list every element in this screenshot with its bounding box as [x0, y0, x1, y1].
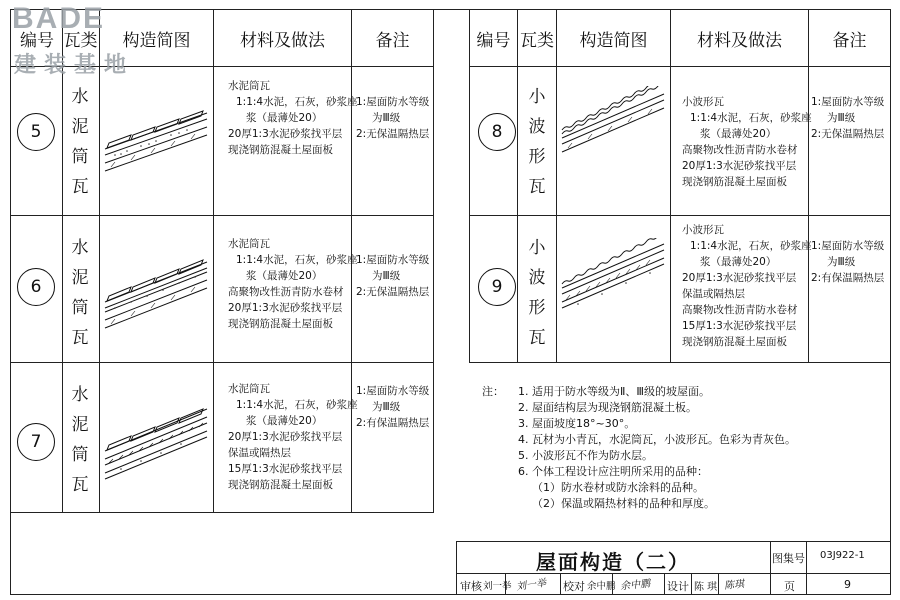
type-char: 瓦	[71, 177, 89, 197]
checker-name: 余中鹏	[587, 581, 616, 592]
roof-type-label	[68, 380, 92, 500]
type-char: 泥	[71, 415, 89, 435]
section-diagram	[101, 105, 211, 175]
roof-type-label	[68, 82, 92, 202]
design-label: 设计	[667, 580, 689, 593]
row-number-circle: 6	[17, 268, 55, 306]
row-number-circle: 5	[17, 113, 55, 151]
row-number-circle: 9	[478, 268, 516, 306]
atlas-label: 图集号	[772, 552, 805, 565]
type-char: 瓦	[528, 328, 546, 348]
type-char	[68, 82, 92, 202]
remarks-list: 1:屋面防水等级 为Ⅲ级 2:有保温隔热层	[811, 240, 885, 284]
materials-list: 水泥筒瓦 1:1:4水泥，石灰，砂浆座 浆（最薄处20） 高聚物改性沥青防水卷材 20厚1:3水泥砂浆找平层 现浇钢筋混凝土屋面板	[228, 238, 358, 330]
right-header-materials: 材料及做法	[697, 31, 782, 51]
type-char: 形	[528, 298, 546, 318]
right-header-num: 编号	[476, 31, 511, 51]
type-char: 瓦	[71, 475, 89, 495]
type-char: 筒	[71, 147, 89, 167]
designer-signature: 陈琪	[723, 578, 745, 593]
reviewer-name: 刘一举	[483, 581, 512, 592]
watermark-subtitle: 建装基地	[14, 53, 135, 78]
type-char: 波	[528, 117, 546, 137]
section-diagram	[558, 238, 668, 312]
section-diagram	[101, 403, 211, 481]
left-header-remarks: 备注	[375, 31, 410, 51]
materials-list: 小波形瓦 1:1:4水泥，石灰，砂浆座 浆（最薄处20） 20厚1:3水泥砂浆找平层 保温或隔热层 高聚物改性沥青防水卷材 15厚1:3水泥砂浆找平层 现浇钢筋混凝土屋面板	[682, 224, 812, 348]
right-header-type: 瓦类	[520, 31, 554, 51]
type-char: 波	[528, 268, 546, 288]
type-char: 水	[71, 385, 89, 405]
notes-label: 注：	[482, 385, 504, 398]
designer-name: 陈 琪	[694, 582, 718, 593]
left-header-materials: 材料及做法	[240, 31, 325, 51]
type-char: 水	[71, 238, 89, 258]
reviewer-signature: 刘一举	[515, 577, 547, 594]
section-diagram	[101, 256, 211, 330]
right-header-remarks: 备注	[832, 31, 867, 51]
type-char: 小	[528, 87, 546, 107]
page-number: 9	[844, 578, 851, 591]
type-char: 瓦	[528, 177, 546, 197]
left-header-diagram: 构造简图	[122, 31, 191, 51]
left-header-num: 编号	[20, 31, 54, 51]
materials-list: 小波形瓦 1:1:4水泥，石灰，砂浆座 浆（最薄处20） 高聚物改性沥青防水卷材 20厚1:3水泥砂浆找平层 现浇钢筋混凝土屋面板	[682, 96, 812, 188]
roof-type-label	[525, 233, 549, 353]
type-char: 小	[528, 238, 546, 258]
atlas-number: 03J922-1	[820, 550, 865, 561]
type-char: 瓦	[71, 328, 89, 348]
type-char: 筒	[71, 445, 89, 465]
drawing-title: 屋面构造（二）	[536, 550, 690, 574]
remarks-list: 1:屋面防水等级 为Ⅲ级 2:有保温隔热层	[356, 385, 430, 429]
remarks-list: 1:屋面防水等级 为Ⅲ级 2:无保温隔热层	[356, 96, 430, 140]
roof-type-label	[68, 233, 92, 353]
materials-list: 水泥筒瓦 1:1:4水泥，石灰，砂浆座 浆（最薄处20） 20厚1:3水泥砂浆找平层 保温或隔热层 15厚1:3水泥砂浆找平层 现浇钢筋混凝土屋面板	[228, 383, 358, 491]
left-header-type: 瓦类	[63, 31, 98, 51]
right-header-diagram: 构造简图	[579, 31, 648, 51]
type-char: 泥	[71, 268, 89, 288]
section-diagram	[558, 86, 668, 158]
type-char: 形	[528, 147, 546, 167]
materials-list: 水泥筒瓦 1:1:4水泥，石灰，砂浆座 浆（最薄处20） 20厚1:3水泥砂浆找平层 现浇钢筋混凝土屋面板	[228, 80, 358, 156]
row-number-circle: 7	[17, 423, 55, 461]
check-label: 校对	[563, 580, 585, 593]
watermark-logo: BADE	[12, 2, 106, 35]
page-label: 页	[784, 580, 795, 593]
remarks-list: 1:屋面防水等级 为Ⅲ级 2:无保温隔热层	[356, 254, 430, 298]
notes-list: 1. 适用于防水等级为Ⅱ、Ⅲ级的坡屋面。 2. 屋面结构层为现浇钢筋混凝土板。 3. 屋面坡度18°~30°。 4. 瓦材为小青瓦，水泥筒瓦，小波形瓦。色彩为青灰色。 5. 小波形瓦不作为防水层。 6. 个体工程设计应注明所采用的品种： （1）防水卷材或防水涂料的品种。 （2）保温或隔热材料的品种和厚度。	[518, 385, 796, 510]
remarks-list: 1:屋面防水等级 为Ⅲ级 2:无保温隔热层	[811, 96, 885, 140]
type-char: 水	[71, 87, 89, 107]
review-label: 审核	[460, 580, 482, 593]
type-char: 泥	[71, 117, 89, 137]
checker-signature: 余中鹏	[619, 578, 651, 593]
roof-type-label	[525, 82, 549, 202]
row-number-circle: 8	[478, 113, 516, 151]
type-char: 筒	[71, 298, 89, 318]
